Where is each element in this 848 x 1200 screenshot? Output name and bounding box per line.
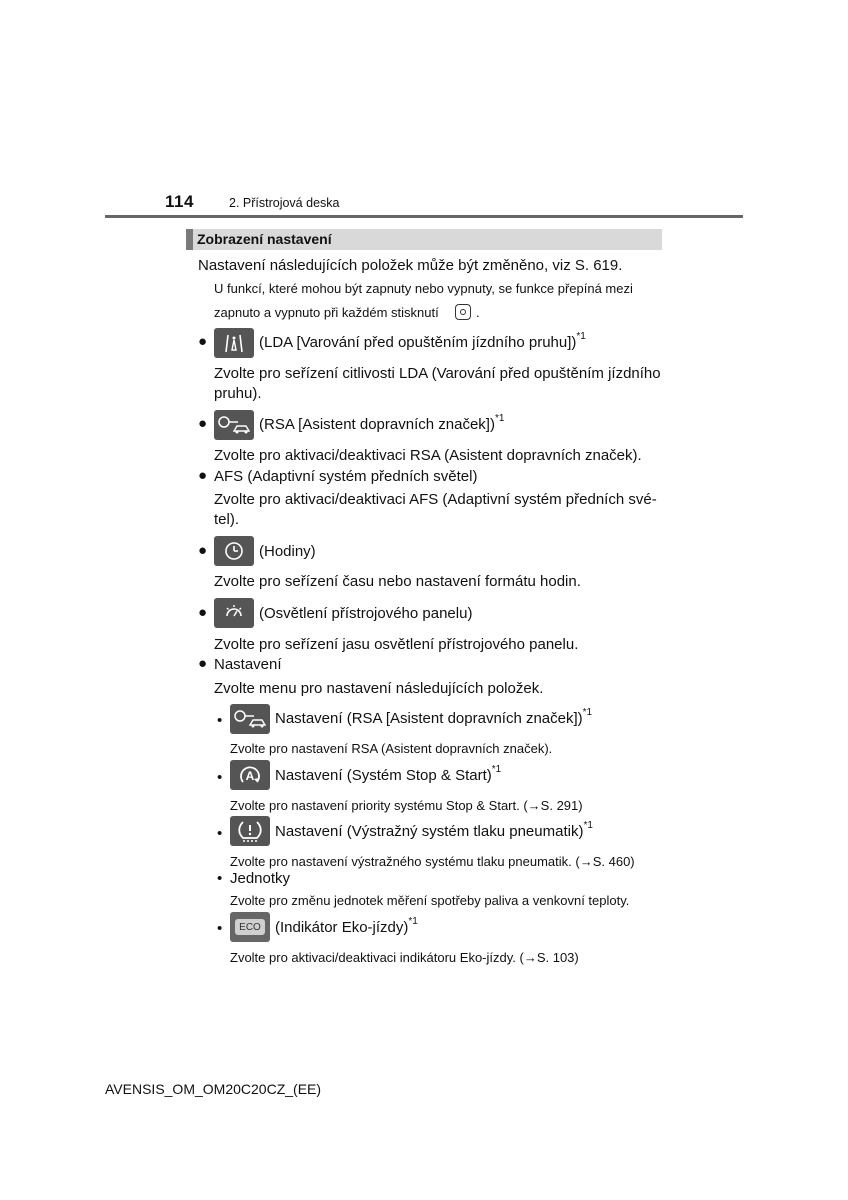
sub-eco-label	[275, 918, 418, 938]
sub-tpws-desc: Zvolte pro nastavení výstražného systému tlaku pneumatik. (→S. 460)	[230, 854, 635, 869]
footnote-ref: *1	[491, 764, 502, 775]
item-afs-desc-line1: Zvolte pro aktivaci/deaktivaci AFS (Adaptivní systém předních své-	[214, 491, 657, 508]
eco-badge: ECO	[235, 919, 265, 935]
item-clock-label: (Hodiny)	[259, 543, 316, 560]
section-title: Zobrazení nastavení	[197, 231, 332, 247]
bullet-dot: ●	[198, 604, 208, 621]
sub-bullet: •	[217, 825, 223, 842]
sub-bullet: •	[217, 920, 223, 937]
footnote-ref: *1	[408, 916, 418, 927]
stop-start-icon	[230, 760, 270, 790]
document-code: AVENSIS_OM_OM20C20CZ_(EE)	[105, 1081, 322, 1097]
item-rsa-text: (RSA [Asistent dopravních značek])	[259, 416, 495, 433]
item-settings-label: Nastavení	[214, 656, 282, 673]
road-sign-assist-icon	[230, 704, 270, 734]
item-lda-text: (LDA [Varování před opuštěním jízdního pruhu])	[259, 334, 577, 351]
sub-stopstart-desc: Zvolte pro nastavení priority systému Stop & Start. (→S. 291)	[230, 798, 583, 813]
footnote-ref: *1	[583, 820, 593, 831]
item-lda-desc-line2: pruhu).	[214, 385, 262, 402]
sub-units-label: Jednotky	[230, 870, 291, 887]
intro-text: Nastavení následujících položek může být změněno, viz S. 619.	[198, 257, 623, 274]
road-sign-assist-icon	[214, 410, 254, 440]
item-rsa-desc: Zvolte pro aktivaci/deaktivaci RSA (Asistent dopravních značek).	[214, 447, 642, 464]
sub-rsa-desc: Zvolte pro nastavení RSA (Asistent dopravních značek).	[230, 741, 553, 756]
item-afs-desc-line2: tel).	[214, 511, 240, 528]
sub-tpws-text: Nastavení (Výstražný systém tlaku pneumatik)	[275, 823, 584, 840]
section-header	[186, 229, 662, 250]
item-lda-label	[259, 333, 586, 353]
sub-tpws-label	[275, 822, 593, 842]
bullet-dot: ●	[198, 415, 208, 432]
item-rsa-label	[259, 415, 504, 435]
bullet-dot: ●	[198, 333, 208, 350]
item-clock-desc: Zvolte pro seřízení času nebo nastavení formátu hodin.	[214, 573, 581, 590]
panel-brightness-icon	[214, 598, 254, 628]
item-settings-desc: Zvolte menu pro nastavení následujících položek.	[214, 680, 544, 697]
footnote-ref: *1	[494, 413, 505, 424]
chapter-title: 2. Přístrojová deska	[229, 196, 340, 210]
sub-eco-text: (Indikátor Eko-jízdy)	[275, 919, 409, 936]
meter-button-icon	[455, 304, 471, 320]
item-afs-label: AFS (Adaptivní systém předních světel)	[214, 468, 478, 485]
sub-eco-desc: Zvolte pro aktivaci/deaktivaci indikátoru Eko-jízdy. (→S. 103)	[230, 950, 579, 965]
footnote-ref: *1	[582, 707, 593, 718]
intro-note-line1: U funkcí, které mohou být zapnuty nebo vypnuty, se funkce přepíná mezi	[214, 281, 633, 296]
lane-departure-icon	[214, 328, 254, 358]
tire-pressure-icon	[230, 816, 270, 846]
sub-rsa-text: Nastavení (RSA [Asistent dopravních značek])	[275, 710, 583, 727]
sub-bullet: •	[217, 870, 223, 887]
footnote-ref: *1	[576, 331, 586, 342]
item-brightness-label: (Osvětlení přístrojového panelu)	[259, 605, 473, 622]
sub-stopstart-text: Nastavení (Systém Stop & Start)	[275, 767, 492, 784]
bullet-dot: ●	[198, 655, 208, 672]
sub-units-desc: Zvolte pro změnu jednotek měření spotřeby paliva a venkovní teploty.	[230, 893, 630, 908]
intro-note-line2: zapnuto a vypnuto při každém stisknutí	[214, 305, 439, 320]
bullet-dot: ●	[198, 467, 208, 484]
intro-note-end: .	[476, 305, 480, 320]
page-number: 114	[165, 192, 194, 211]
svg-text:A: A	[245, 769, 255, 783]
sub-bullet: •	[217, 769, 223, 786]
item-lda-desc-line1: Zvolte pro seřízení citlivosti LDA (Varování před opuštěním jízdního	[214, 365, 661, 382]
sub-bullet: •	[217, 712, 223, 729]
sub-rsa-label	[275, 709, 592, 729]
sub-stopstart-label	[275, 766, 501, 786]
item-brightness-desc: Zvolte pro seřízení jasu osvětlení přístrojového panelu.	[214, 636, 579, 653]
bullet-dot: ●	[198, 542, 208, 559]
header-divider	[105, 215, 743, 218]
section-accent	[186, 229, 193, 250]
clock-icon	[214, 536, 254, 566]
eco-indicator-icon	[230, 912, 270, 942]
